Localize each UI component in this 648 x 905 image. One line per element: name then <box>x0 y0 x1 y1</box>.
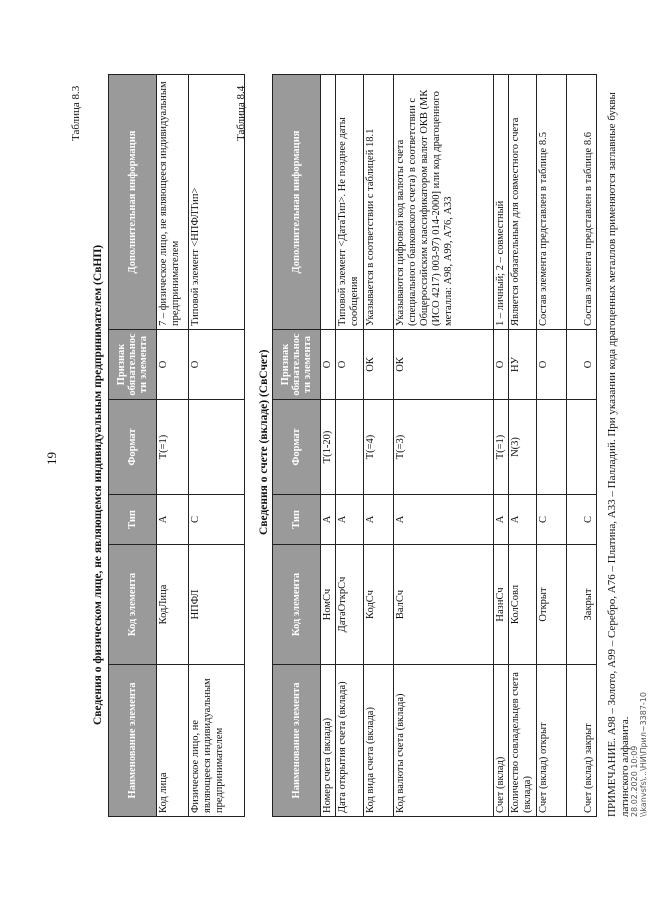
file-stamp <box>630 692 648 817</box>
table-row <box>567 75 597 817</box>
table-cell: Счет (вклад) <box>494 665 509 817</box>
table2-title: Сведения о счете (вкладе) (СвСчет) <box>258 349 270 535</box>
table-cell: НПФЛ <box>189 545 245 665</box>
table2-header-row <box>273 75 321 817</box>
table-cell: НУ <box>509 330 537 400</box>
table1-header: Признак обязательности элемента <box>109 330 157 400</box>
table1-header-row <box>109 75 157 817</box>
table-cell: Является обязательным для совместного счета <box>509 75 537 330</box>
table-cell: Указываются цифровой код валюты счета (специального банковского счета) в соответствии с Общероссийским классификатором валют ОКВ (МК (ИСО 4217) 003-97) 014-2000] или код драгоценного металла: А98, А99, А76, А33 <box>394 75 494 330</box>
table-cell: Количество совладельцев счета (вклада) <box>509 665 537 817</box>
table-cell: Код валюты счета (вклада) <box>394 665 494 817</box>
table-cell: Код лица <box>157 665 189 817</box>
table2-header: Формат <box>273 400 321 495</box>
table-cell: Т(=1) <box>494 400 509 495</box>
table-cell: Код вида счета (вклада) <box>364 665 394 817</box>
table-cell: А <box>364 495 394 545</box>
table-cell: О <box>537 330 567 400</box>
table1-header: Наименование элемента <box>109 665 157 817</box>
table-cell: ДатаОткрСч <box>336 545 364 665</box>
table-cell: С <box>537 495 567 545</box>
table2-header: Признак обязательности элемента <box>273 330 321 400</box>
table-cell: ОК <box>394 330 494 400</box>
table-cell <box>537 400 567 495</box>
table-cell: С <box>567 495 597 545</box>
table-cell: А <box>336 495 364 545</box>
table2-header: Тип <box>273 495 321 545</box>
table-cell: О <box>336 330 364 400</box>
table2-header: Код элемента <box>273 545 321 665</box>
table2-label: Таблица 8.4 <box>235 85 247 141</box>
table-cell: А <box>494 495 509 545</box>
table-cell: О <box>321 330 336 400</box>
table1-title: Сведения о физическом лице, не являющемся индивидуальным предпринимателем (СвНП) <box>92 244 104 725</box>
stamp-date: 28.02.2020 10:09 <box>630 745 639 817</box>
table-cell: КолСовл <box>509 545 537 665</box>
table-row <box>321 75 336 817</box>
table1-header: Код элемента <box>109 545 157 665</box>
table-row <box>189 75 245 817</box>
table-cell: Счет (вклад) открыт <box>537 665 567 817</box>
table-cell: ВалСч <box>394 545 494 665</box>
stamp-path: \\kanvsfs\...\НИ\Прил~3387-10 <box>639 692 648 817</box>
table-cell: Типовой элемент <ДатаТип>. Не позднее даты сообщения <box>336 75 364 330</box>
table-cell: Т(1-20) <box>321 400 336 495</box>
table-cell: С <box>189 495 245 545</box>
table1 <box>108 74 245 817</box>
table-cell <box>189 400 245 495</box>
table-cell: Типовой элемент <НПФЛТип> <box>189 75 245 330</box>
table-cell: ОК <box>364 330 394 400</box>
table-cell: А <box>321 495 336 545</box>
table-cell: А <box>394 495 494 545</box>
table-cell <box>336 400 364 495</box>
table-cell: О <box>157 330 189 400</box>
footnote: ПРИМЕЧАНИЕ. А98 – Золото, А99 – Серебро, А76 – Платина, А33 – Палладий. При указании кода драгоценных металлов применяются заглавные буквы латинского алфавита. <box>606 92 631 817</box>
table-cell: Физическое лицо, не являющееся индивидуальным предпринимателем <box>189 665 245 817</box>
table1-header: Тип <box>109 495 157 545</box>
table-row <box>157 75 189 817</box>
table-cell: Счет (вклад) закрыт <box>567 665 597 817</box>
table2-header: Наименование элемента <box>273 665 321 817</box>
table-cell: Открыт <box>537 545 567 665</box>
table-cell <box>321 75 336 330</box>
table-cell: Указывается в соответствии с таблицей 18.1 <box>364 75 394 330</box>
table-cell: Дата открытия счета (вклада) <box>336 665 364 817</box>
table2-header: Дополнительная информация <box>273 75 321 330</box>
table-cell: Номер счета (вклада) <box>321 665 336 817</box>
page-number: 19 <box>44 452 59 465</box>
table-row <box>509 75 537 817</box>
table-cell: А <box>157 495 189 545</box>
table1-header: Дополнительная информация <box>109 75 157 330</box>
table-cell: Т(=4) <box>364 400 394 495</box>
table-cell: НомСч <box>321 545 336 665</box>
table-cell: Т(=1) <box>157 400 189 495</box>
table-cell: О <box>494 330 509 400</box>
table-cell: Состав элемента представлен в таблице 8.6 <box>567 75 597 330</box>
table-row <box>336 75 364 817</box>
table1-header: Формат <box>109 400 157 495</box>
table-cell: КодЛица <box>157 545 189 665</box>
table1-label: Таблица 8.3 <box>70 85 82 141</box>
table-cell: О <box>567 330 597 400</box>
table-cell: 1 – личный; 2 – совместный <box>494 75 509 330</box>
table-cell: КодСч <box>364 545 394 665</box>
table-cell: Т(=3) <box>394 400 494 495</box>
table-cell: N(3) <box>509 400 537 495</box>
table-cell: Закрыт <box>567 545 597 665</box>
table-cell: О <box>189 330 245 400</box>
table-cell: А <box>509 495 537 545</box>
table-cell: 7 – физическое лицо, не являющееся индивидуальным предпринимателем <box>157 75 189 330</box>
table-cell <box>567 400 597 495</box>
table-cell: Состав элемента представлен в таблице 8.5 <box>537 75 567 330</box>
table-row <box>394 75 494 817</box>
table2 <box>272 74 597 817</box>
table-row <box>494 75 509 817</box>
table-row <box>537 75 567 817</box>
table-row <box>364 75 394 817</box>
table-cell: НазнСч <box>494 545 509 665</box>
